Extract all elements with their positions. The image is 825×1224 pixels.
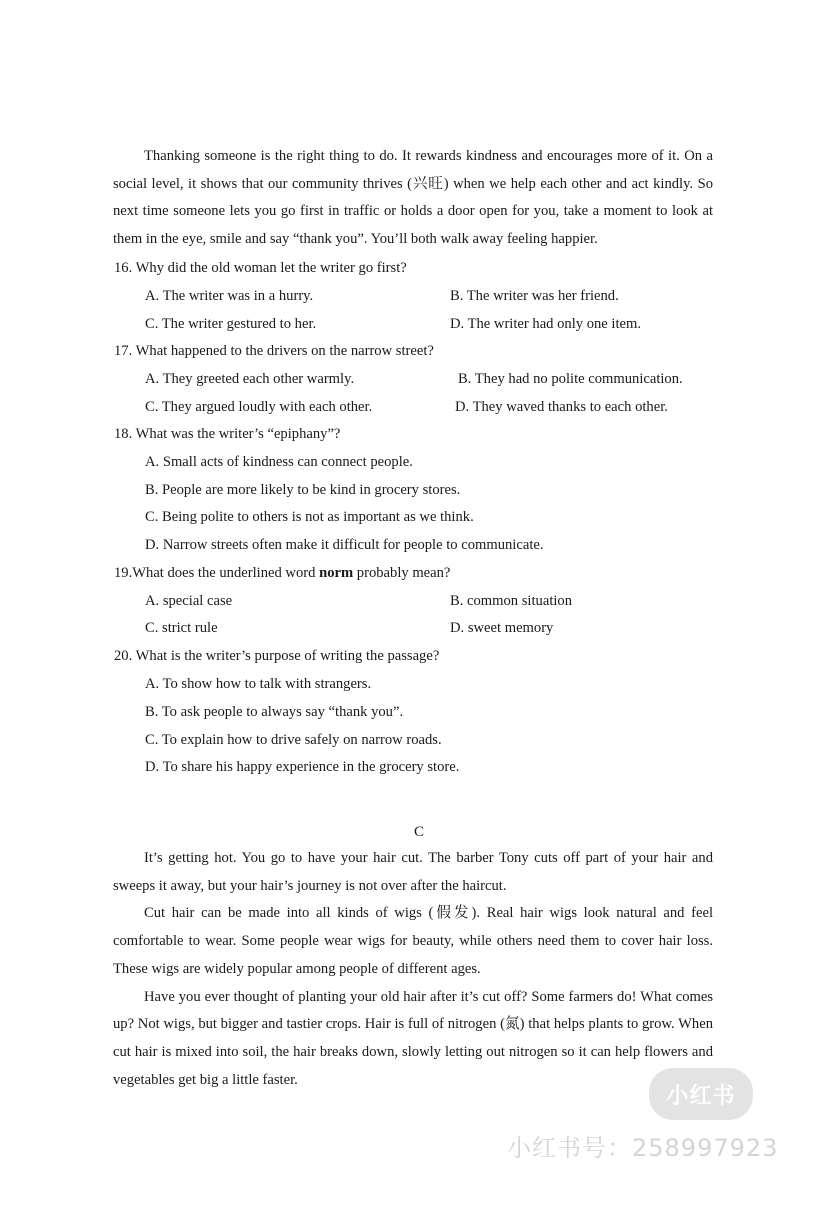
question-16-option-d: D. The writer had only one item.	[450, 316, 642, 332]
question-19-stem-before: 19.What does the underlined word	[114, 565, 320, 581]
question-19-stem	[114, 563, 450, 583]
question-17-option-b: B. They had no polite communication.	[458, 371, 683, 387]
question-18-option-a: A. Small acts of kindness can connect people.	[145, 454, 413, 470]
question-18-option-c: C. Being polite to others is not as important as we think.	[145, 509, 474, 525]
passage-c-paragraph-2: Cut hair can be made into all kinds of wigs (假发). Real hair wigs look natural and feel comfortable to wear. Some people wear wigs for beauty, while others need them to cover hair loss. These wigs are widely popular among people of different ages.	[113, 905, 713, 977]
question-19-option-a: A. special case	[145, 593, 233, 609]
question-20-option-c: C. To explain how to drive safely on narrow roads.	[145, 732, 442, 748]
question-16-option-a: A. The writer was in a hurry.	[145, 288, 314, 304]
question-19-keyword: norm	[319, 565, 354, 581]
question-17-option-a: A. They greeted each other warmly.	[145, 371, 355, 387]
passage-c-text	[113, 845, 713, 1094]
question-16-option-b: B. The writer was her friend.	[450, 288, 619, 304]
watermark-logo: 小红书	[649, 1068, 753, 1120]
question-19-option-d: D. sweet memory	[450, 620, 554, 636]
question-17-option-c: C. They argued loudly with each other.	[145, 399, 373, 415]
passage-c-paragraph-3: Have you ever thought of planting your old hair after it’s cut off? Some farmers do! What comes up? Not wigs, but bigger and tastier crops. Hair is full of nitrogen (氮) that helps plants to grow. When cut hair is mixed into soil, the hair breaks down, slowly letting out nitrogen so it can help flowers and vegetables get big a little faster.	[113, 988, 713, 1088]
question-20-option-a: A. To show how to talk with strangers.	[145, 676, 372, 692]
question-19-stem-after: probably mean?	[353, 565, 451, 581]
question-20-stem: 20. What is the writer’s purpose of writing the passage?	[114, 648, 440, 664]
passage-b-closing-paragraph: Thanking someone is the right thing to do. It rewards kindness and encourages more of it. On a social level, it shows that our community thrives (兴旺) when we help each other and act kindly. So next time someone lets you go first in traffic or holds a door open for you, take a moment to look at them in the eye, smile and say “thank you”. You’ll both walk away feeling happier.	[113, 148, 713, 248]
question-16-option-c: C. The writer gestured to her.	[145, 316, 317, 332]
passage-c-paragraph-1: It’s getting hot. You go to have your hair cut. The barber Tony cuts off part of your hair and sweeps it away, but your hair’s journey is not over after the haircut.	[113, 850, 713, 894]
question-18-option-b: B. People are more likely to be kind in grocery stores.	[145, 482, 461, 498]
watermark-account-id: 小红书号：258997923	[507, 1134, 779, 1162]
question-19-option-c: C. strict rule	[145, 620, 218, 636]
question-20-option-b: B. To ask people to always say “thank you”.	[145, 704, 404, 720]
question-18-option-d: D. Narrow streets often make it difficult for people to communicate.	[145, 537, 544, 553]
question-17-stem: 17. What happened to the drivers on the narrow street?	[114, 343, 434, 359]
question-19-option-b: B. common situation	[450, 593, 573, 609]
question-17-option-d: D. They waved thanks to each other.	[455, 399, 668, 415]
question-16-stem: 16. Why did the old woman let the writer go first?	[114, 260, 407, 276]
question-18-stem: 18. What was the writer’s “epiphany”?	[114, 426, 341, 442]
question-20-option-d: D. To share his happy experience in the grocery store.	[145, 759, 460, 775]
section-heading-c: C	[414, 824, 425, 840]
